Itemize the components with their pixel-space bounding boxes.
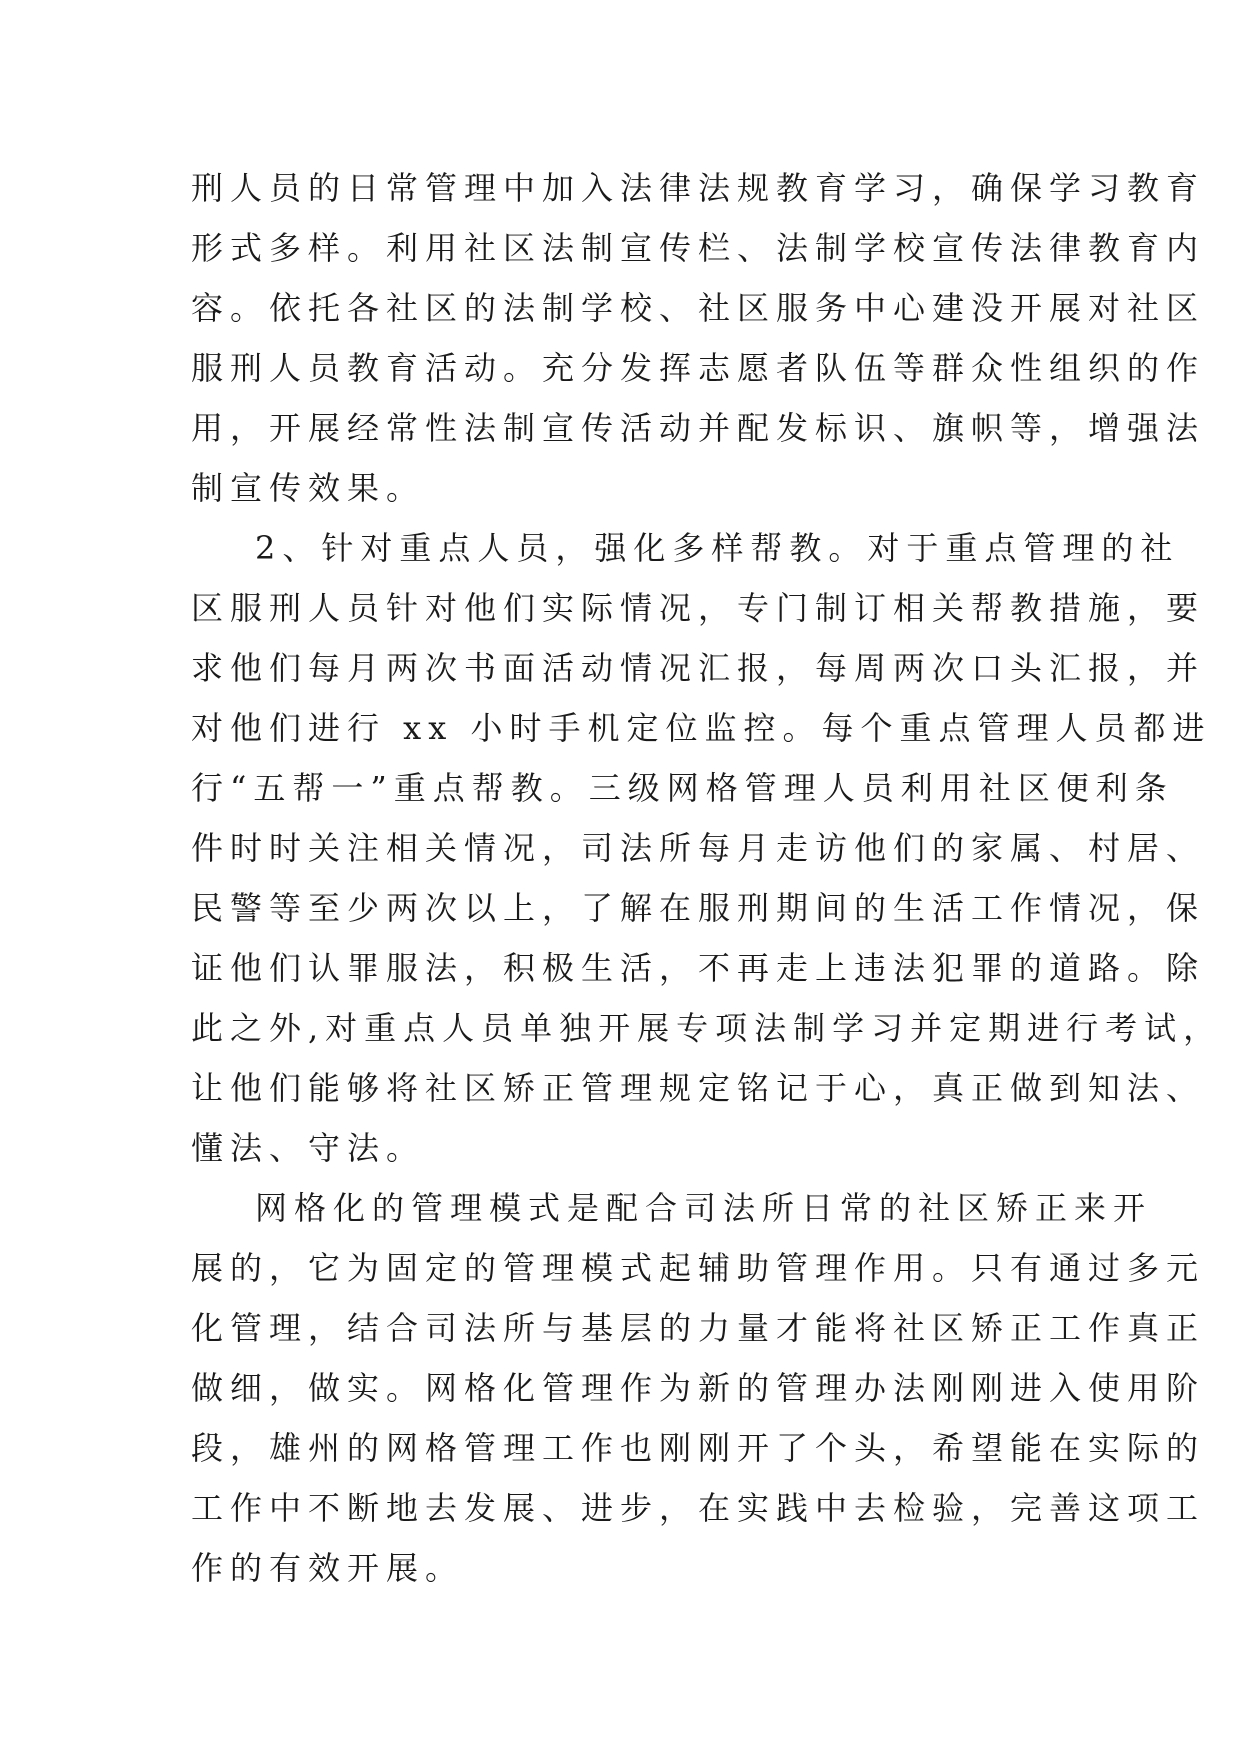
text-line: 工作中不断地去发展、进步，在实践中去检验，完善这项工 <box>191 1489 1206 1527</box>
text-line: 懂法、守法。 <box>191 1129 426 1167</box>
text-line: 段，雄州的网格管理工作也刚刚开了个头，希望能在实际的 <box>191 1429 1206 1467</box>
text-line: 件时时关注相关情况，司法所每月走访他们的家属、村居、 <box>191 829 1206 867</box>
text-line: 区服刑人员针对他们实际情况，专门制订相关帮教措施，要 <box>191 589 1206 627</box>
text-line: 对他们进行 xx 小时手机定位监控。每个重点管理人员都进 <box>191 709 1212 747</box>
paragraph-start-line: 网格化的管理模式是配合司法所日常的社区矫正来开 <box>255 1189 1153 1227</box>
text-line: 行“五帮一”重点帮教。三级网格管理人员利用社区便利条 <box>191 769 1174 807</box>
text-line: 求他们每月两次书面活动情况汇报，每周两次口头汇报，并 <box>191 649 1206 687</box>
text-line: 制宣传效果。 <box>191 469 426 507</box>
text-line: 用，开展经常性法制宣传活动并配发标识、旗帜等，增强法 <box>191 409 1206 447</box>
text-line: 做细，做实。网格化管理作为新的管理办法刚刚进入使用阶 <box>191 1369 1206 1407</box>
text-line: 容。依托各社区的法制学校、社区服务中心建没开展对社区 <box>191 289 1206 327</box>
text-line: 展的，它为固定的管理模式起辅助管理作用。只有通过多元 <box>191 1249 1206 1287</box>
text-line: 让他们能够将社区矫正管理规定铭记于心，真正做到知法、 <box>191 1069 1206 1107</box>
paragraph-start-line: 2、针对重点人员，强化多样帮教。对于重点管理的社 <box>255 529 1180 567</box>
text-line: 服刑人员教育活动。充分发挥志愿者队伍等群众性组织的作 <box>191 349 1206 387</box>
text-line: 民警等至少两次以上，了解在服刑期间的生活工作情况，保 <box>191 889 1206 927</box>
text-line: 刑人员的日常管理中加入法律法规教育学习，确保学习教育 <box>191 169 1206 207</box>
document-body <box>191 158 1223 1598</box>
text-line: 化管理，结合司法所与基层的力量才能将社区矫正工作真正 <box>191 1309 1206 1347</box>
text-line: 证他们认罪服法，积极生活，不再走上违法犯罪的道路。除 <box>191 949 1206 987</box>
text-line: 作的有效开展。 <box>191 1549 465 1587</box>
text-line: 此之外,对重点人员单独开展专项法制学习并定期进行考试， <box>191 1009 1223 1047</box>
text-line: 形式多样。利用社区法制宣传栏、法制学校宣传法律教育内 <box>191 229 1206 267</box>
